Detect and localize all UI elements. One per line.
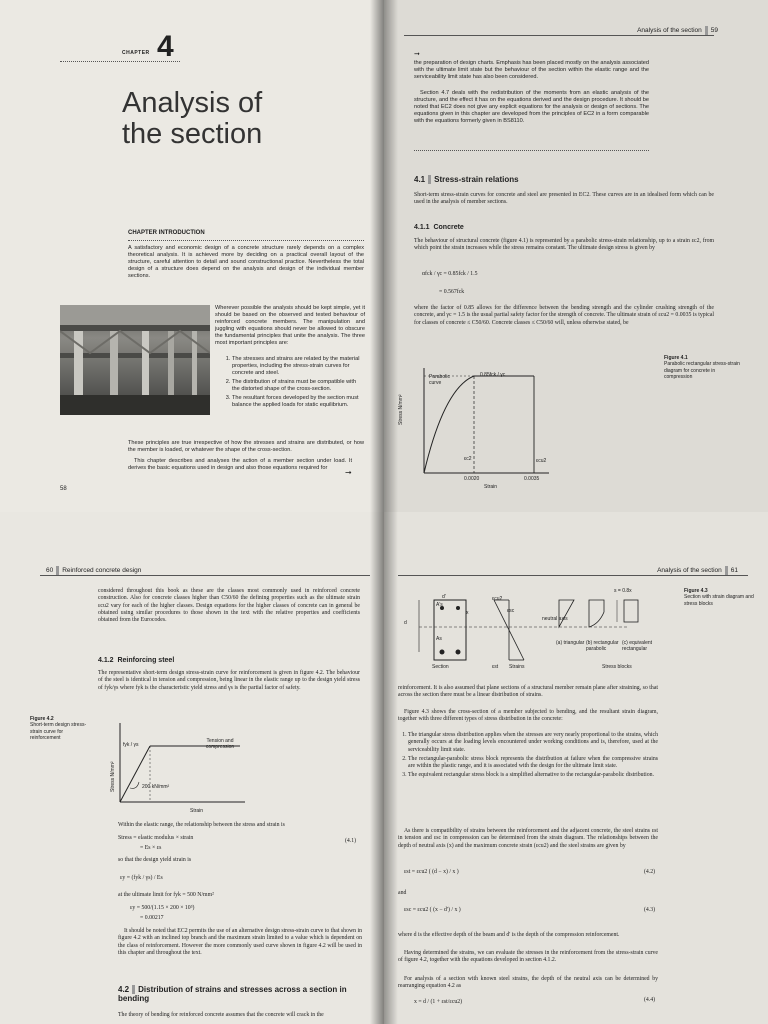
page-gutter-shadow <box>384 0 398 512</box>
stress-equation-2: = Es × εs <box>140 845 162 851</box>
outro-paragraph-1: These principles are true irrespective of how the stresses and strains are distributed, or how the member is loaded, or whatever the shape of the cross-section. <box>128 440 364 453</box>
figure-parabolic-label: Parabolic curve <box>429 374 450 387</box>
page-number: 60 <box>46 567 54 575</box>
section-4-1-paragraph: Short-term stress-strain curves for concrete and steel are presented in EC2. These curves are in an idealised form which can be used in the analysis of member sections. <box>414 192 714 206</box>
figure-dprime-label: d' <box>442 594 446 600</box>
neutral-axis-paragraph: For analysis of a section with known steel strains, the depth of the neutral axis can be determined by rearranging equation 4.2 as <box>398 976 658 990</box>
running-head <box>657 566 738 575</box>
figure-equivalent-rectangular-label: (c) equivalent rectangular <box>622 640 653 653</box>
figure-s-label: s = 0.8x <box>614 588 632 594</box>
page-number: 61 <box>730 567 738 575</box>
figure-ec2-label: εc2 <box>464 456 472 462</box>
intro-continued: the preparation of design charts. Emphasis has been placed mostly on the analysis associated with the ultimate limit state but the behaviour of the section within the elastic range and the serviceability limit state has also been considered. <box>414 60 649 80</box>
figure-x-axis-label: Strain <box>190 808 204 814</box>
stress-distribution-item: 1. The triangular stress distribution applies when the stresses are very nearly proportional to the strains, which generally occurs at the loading levels encountered under working conditions and is, therefore, used at the serviceability limit state. <box>408 732 658 754</box>
figure-4-1-caption <box>664 355 744 381</box>
figure-x-tick-2: 0.0035 <box>524 476 540 482</box>
subsection-heading-4-1-2 <box>98 657 174 664</box>
page-number: 59 <box>710 27 718 35</box>
figure-caption-text: Short-term design stress-strain curve for reinforcement <box>30 722 87 742</box>
figure-4-1-diagram <box>399 358 559 493</box>
figure-est-label: εst <box>492 664 499 670</box>
heading-bar <box>132 985 135 994</box>
running-head-title: Reinforced concrete design <box>62 567 142 575</box>
subsection-number: 4.1.2 <box>98 657 114 664</box>
page-gutter-shadow <box>370 0 384 512</box>
figure-caption-title: Figure 4.1 <box>664 355 688 361</box>
page-59 <box>384 0 768 512</box>
equation-4-3: εsc = εcu2 ( (x − d') / x ) <box>404 907 461 913</box>
page-gutter-shadow <box>370 512 384 1024</box>
figure-stress-label: 0.85fck / γc <box>480 372 506 378</box>
header-bar <box>705 26 708 35</box>
section-4-2-paragraph: The theory of bending for reinforced concrete assumes that the concrete will crack in the <box>118 1012 324 1018</box>
running-head <box>46 566 141 575</box>
section-number: 4.1 <box>414 175 426 184</box>
yield-strain-result: = 0.00217 <box>140 915 164 921</box>
figure-d-label: d <box>404 620 407 626</box>
page-number: 58 <box>60 486 67 492</box>
plane-sections-paragraph: reinforcement. It is also assumed that plane sections of a structural member remain plane after straining, so that across the section there must be a linear distribution of strains. <box>398 685 658 699</box>
chapter-title-line-1: Analysis of <box>122 87 263 119</box>
figure-x-label: x <box>466 610 469 616</box>
running-head-title: Analysis of the section <box>637 27 702 35</box>
heading-bar <box>428 175 431 184</box>
figure-caption-text: Section with strain diagram and stress blocks <box>684 594 754 607</box>
stress-distribution-item: 2. The rectangular-parabolic stress block represents the distribution at failure when the compressive strains are within the plastic range, and it is associated with the design for the ultimate limit state. <box>408 756 658 771</box>
outro-paragraph-2: This chapter describes and analyses the action of a member section under load. It derives the basic equations used in design and also those equations required for <box>128 458 352 471</box>
subsection-number: 4.1.1 <box>414 224 430 231</box>
principle-item: 1. The stresses and strains are related by the material properties, including the stress-strain curves for concrete and steel. <box>232 356 362 377</box>
section-title: Distribution of strains and stresses across a section in bending <box>118 985 347 1004</box>
concrete-paragraph-2: where the factor of 0.85 allows for the difference between the bending strength and the cylinder crushing strength of the concrete, and γc = 1.5 is the usual partial safety factor for the strength of concrete. The ultimate strain of εcu2 = 0.0035 is typical for classes of concrete ≤ C50/60. Concrete classes ≤ C50/60 will, unless otherwise stated, be <box>414 305 714 326</box>
header-bar <box>725 566 728 575</box>
figure-as-label: As <box>436 636 442 642</box>
and-connector: and <box>398 890 407 896</box>
header-rule <box>404 35 714 36</box>
elastic-paragraph: Within the elastic range, the relationship between the stress and strain is <box>118 822 285 828</box>
chapter-dotted-rule <box>60 61 180 62</box>
equation-number-4-3: (4.3) <box>644 907 656 913</box>
figure-tension-label: Tension and compression <box>205 738 235 751</box>
principle-item: 3. The resultant forces developed by the section must balance the applied loads for static equilibrium. <box>232 395 362 409</box>
figure-yield-label: fyk / γs <box>123 742 139 748</box>
figure-rectangular-parabolic-label: (b) rectangular parabolic <box>586 640 619 653</box>
design-stress-equation: αfck / γc = 0.85fck / 1.5 <box>422 271 478 277</box>
intro-dotted-rule <box>414 150 649 151</box>
principle-item: 2. The distribution of strains must be compatible with the distorted shape of the cross-section. <box>232 379 362 393</box>
yield-strain-paragraph: so that the design yield strain is <box>118 857 192 863</box>
subsection-title: Concrete <box>433 224 464 231</box>
figure-4-2-diagram <box>105 718 255 810</box>
header-bar <box>56 566 59 575</box>
subsection-heading-4-1-1 <box>414 224 464 231</box>
evaluate-stresses-paragraph: Having determined the strains, we can evaluate the stresses in the reinforcement from the stress-strain curve of figure 4.2, together with the equations developed in section 4.1.2. <box>398 950 658 964</box>
figure-4-3-paragraph: Figure 4.3 shows the cross-section of a member subjected to bending, and the resultant strain diagram, together with three different types of stress distribution in the concrete: <box>398 709 658 723</box>
page-60 <box>0 512 384 1024</box>
subsection-title: Reinforcing steel <box>117 657 175 664</box>
figure-caption-text: Parabolic rectangular stress-strain diagram for concrete in compression <box>664 361 740 381</box>
equation-number-4-4: (4.4) <box>644 997 656 1003</box>
page-61 <box>384 512 768 1024</box>
running-head <box>637 26 718 35</box>
figure-esc-label: εsc <box>507 608 515 614</box>
header-rule <box>398 575 748 576</box>
chapter-number: 4 <box>157 30 174 63</box>
section-number: 4.2 <box>118 985 130 994</box>
figure-triangular-label: (a) triangular <box>556 640 585 646</box>
figure-stress-blocks-label: Stress blocks <box>602 664 632 670</box>
section-heading-4-2 <box>118 985 368 1003</box>
figure-y-axis-label: Stress N/mm² <box>110 761 116 792</box>
building-photo <box>60 305 210 415</box>
page-gutter-shadow <box>384 512 398 1024</box>
building-photo-illustration <box>60 305 210 415</box>
figure-caption-title: Figure 4.3 <box>684 588 708 594</box>
section-title: Stress-strain relations <box>434 175 519 184</box>
stress-distribution-list <box>398 732 658 782</box>
equation-number-4-2: (4.2) <box>644 869 656 875</box>
continue-arrow-icon: ➞ <box>345 468 352 477</box>
concrete-paragraph: The behaviour of structural concrete (figure 4.1) is represented by a parabolic stress-strain relationship, up to a strain εc2, from which point the strain increases while the stress remains constant. The ultimate design stress is given by <box>414 238 714 252</box>
alternative-curve-paragraph: It should be noted that EC2 permits the use of an alternative design stress-strain curve to that shown in figure 4.2 with an inclined top branch and the maximum strain limited to a value which is dependent on the class of reinforcement. However the more commonly used curve shown in figure 4.2 will be used in this chapter and throughout the text. <box>118 928 362 956</box>
ultimate-limit-paragraph: at the ultimate limit for fyk = 500 N/mm² <box>118 892 214 898</box>
figure-ecu2-label: εcu2 <box>536 458 547 464</box>
figure-section-label: Section <box>432 664 449 670</box>
continue-arrow-icon: ➞ <box>414 50 420 58</box>
steel-paragraph: The representative short-term design stress-strain curve for reinforcement is given in figure 4.2. The behaviour of the steel is identical in tension and compression, being linear in the elastic range up to the design yield stress of fyk/γs where fyk is the characteristic yield stress and γs is the partial factor of safety. <box>98 670 360 691</box>
intro-paragraph-1: A satisfactory and economic design of a concrete structure rarely depends on a complex theoretical analysis. It is achieved more by deciding on a practical overall layout of the structure, careful attention to detail and sound constructional practice. Nevertheless the total design of a structure does depend on the analysis and design of the individual member sections. <box>128 245 364 279</box>
stress-equation-1: Stress = elastic modulus × strain <box>118 835 194 841</box>
running-head-title: Analysis of the section <box>657 567 722 575</box>
classes-paragraph: considered throughout this book as these are the classes most commonly used in reinforced concrete construction. Also for concrete classes higher than C50/60 the defining properties such as the ultimate strain εcu2 vary for each of the higher classes. Design equations for the higher classes of concrete can in general be obtained using similar procedures to those shown in the text with the relative properties and coefficients obtained from the Eurocodes. <box>98 588 360 624</box>
design-stress-result: = 0.567fck <box>439 289 465 295</box>
figure-4-2-caption <box>30 716 92 742</box>
intro-paragraph-2: Wherever possible the analysis should be kept simple, yet it should be based on the observed and tested behaviour of reinforced concrete members. The manipulation and juggling with equations should never be allowed to obscure the fundamental principles that unite the analysis. The three most important principles are: <box>215 305 365 346</box>
intro-dotted-rule <box>128 240 364 241</box>
chapter-title <box>122 88 262 150</box>
chapter-title-line-2: the section <box>122 118 263 150</box>
intro-heading: CHAPTER INTRODUCTION <box>128 230 205 236</box>
principles-list <box>222 356 362 411</box>
equation-4-4: x = d / (1 + εst/εcu2) <box>414 999 463 1005</box>
header-rule <box>40 575 370 576</box>
intro-section-4-7: Section 4.7 deals with the redistribution of the moments from an elastic analysis of the structure, and the effect it has on the equations derived and the design procedure. It should be noted that EC2 does not give any explicit equations for the analysis or design of sections. The equations given in this chapter are developed from the principles of EC2 in a form comparable with the equations formerly given in BS8110. <box>414 90 649 124</box>
yield-strain-calculation: εy = 500/(1.15 × 200 × 10³) <box>130 905 195 911</box>
figure-asprime-label: A's <box>436 602 443 608</box>
figure-4-3-caption <box>684 588 754 607</box>
stress-distribution-item: 3. The equivalent rectangular stress block is a simplified alternative to the rectangular-parabolic distribution. <box>408 772 658 779</box>
figure-strains-label: Strains <box>509 664 525 670</box>
section-heading-4-1 <box>414 175 519 184</box>
compatibility-paragraph: As there is compatibility of strains between the reinforcement and the adjacent concrete, the steel strains εst in tension and εsc in compression can be determined from the strain diagram. The relationships between the depth of neutral axis (x) and the maximum concrete strain (εcu2) and the steel strains are given by <box>398 828 658 849</box>
chapter-label: CHAPTER <box>122 50 150 56</box>
figure-y-axis-label: Stress N/mm² <box>398 394 404 425</box>
equation-number-4-1: (4.1) <box>345 838 357 844</box>
effective-depth-paragraph: where d is the effective depth of the beam and d' is the depth of the compression reinforcement. <box>398 932 620 938</box>
figure-caption-title: Figure 4.2 <box>30 716 54 722</box>
equation-4-2: εst = εcu2 ( (d − x) / x ) <box>404 869 459 875</box>
figure-neutral-axis-label: neutral axis <box>542 616 568 622</box>
page-58 <box>0 0 384 512</box>
figure-modulus-label: 200 kN/mm² <box>142 784 170 790</box>
figure-ecu2-label: εcu2 <box>492 596 503 602</box>
figure-x-axis-label: Strain <box>484 484 498 490</box>
yield-strain-equation: εy = (fyk / γs) / Es <box>120 875 163 881</box>
figure-x-tick-1: 0.0020 <box>464 476 480 482</box>
